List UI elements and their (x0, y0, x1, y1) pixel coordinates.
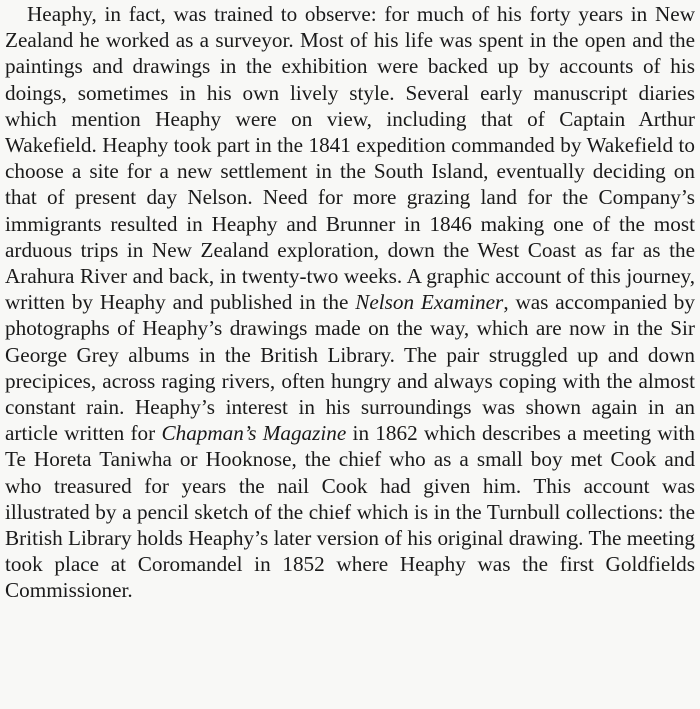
paragraph-text-part-1: Heaphy, in fact, was trained to observe: for much of his forty years in New Zealand he worked as a surveyor. Most of his life was spent in the open and the paintings and drawings in the exhibition were backed up by accounts of his doings, sometimes in his own lively style. Several early manuscript diaries which mention Heaphy were on view, including that of Captain Arthur Wakefield. Heaphy took part in the 1841 expedition commanded by Wakefield to choose a site for a new settlement in the South Island, eventually deciding on that of present day Nelson. Need for more grazing land for the Company’s immigrants resulted in Heaphy and Brunner in 1846 making one of the most arduous trips in New Zealand exploration, down the West Coast as far as the Arahura River and back, in twenty-two weeks. A graphic account of this journey, written by Heaphy and published in the (5, 2, 695, 315)
body-paragraph (5, 1, 695, 604)
paragraph-text-part-3: in 1862 which describes a meeting with Te Horeta Taniwha or Hooknose, the chief who as a small boy met Cook and who treasured for years the nail Cook had given him. This account was illustrated by a pencil sketch of the chief which is in the Turnbull collections: the British Library holds Heaphy’s later version of his original drawing. The meeting took place at Coromandel in 1852 where Heaphy was the first Goldfields Commissioner. (5, 421, 695, 603)
document-page (5, 0, 695, 604)
publication-title-chapmans-magazine: Chapman’s Magazine (161, 421, 347, 446)
publication-title-nelson-examiner: Nelson Examiner (355, 290, 504, 315)
paragraph-text-part-2: , was accompanied by photographs of Heaphy’s drawings made on the way, which are now in the Sir George Grey albums in the British Library. The pair struggled up and down precipices, across raging rivers, often hungry and always coping with the almost constant rain. Heaphy’s interest in his surroundings was shown again in an article written for (5, 290, 695, 446)
